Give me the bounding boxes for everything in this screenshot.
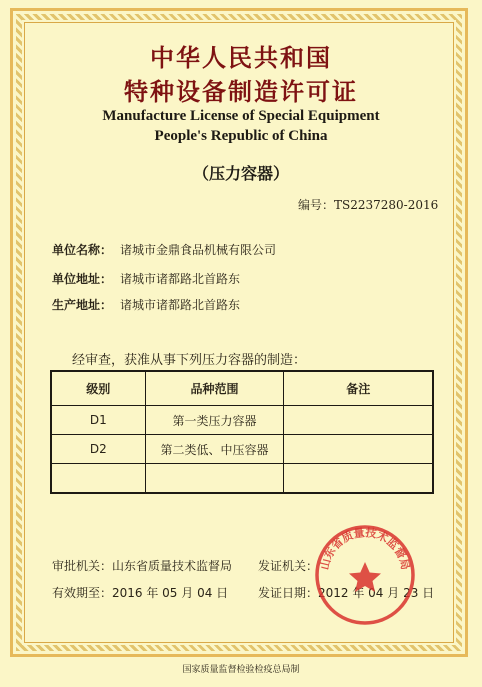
cell-scope: 第一类压力容器 xyxy=(145,406,284,435)
title-cn-line1: 中华人民共和国 xyxy=(150,44,332,72)
header-level: 级别 xyxy=(51,371,145,406)
table-row xyxy=(51,435,433,464)
title-cn-line2: 特种设备制造许可证 xyxy=(124,78,358,106)
production-address-label: 生产地址： xyxy=(52,298,113,312)
cell-remarks xyxy=(284,435,433,464)
valid-until: 有效期至：2016 年 05 月 04 日 xyxy=(52,586,229,600)
cell-empty xyxy=(51,464,145,494)
header-scope: 品种范围 xyxy=(145,371,284,406)
certificate-subtitle: （压力容器） xyxy=(192,164,289,183)
table-row-empty xyxy=(51,464,433,494)
table-header-row xyxy=(51,371,433,406)
issuing-ministry-footer: 国家质量监督检验检疫总局制 xyxy=(182,665,300,675)
company-address-value: 诸城市诸都路北首路东 xyxy=(120,272,241,286)
cell-scope: 第二类低、中压容器 xyxy=(145,435,284,464)
seal-text: 山东省质量技术监督局 xyxy=(317,526,413,572)
cell-empty xyxy=(284,464,433,494)
cell-level: D2 xyxy=(51,435,145,464)
company-name-label: 单位名称： xyxy=(52,243,113,257)
company-address-label: 单位地址： xyxy=(52,272,113,286)
table-row xyxy=(51,406,433,435)
cell-empty xyxy=(145,464,284,494)
official-seal-icon xyxy=(314,524,416,626)
approval-intro: 经审查，获准从事下列压力容器的制造： xyxy=(72,353,307,368)
approving-authority: 审批机关：山东省质量技术监督局 xyxy=(52,559,233,573)
cell-remarks xyxy=(284,406,433,435)
issue-date: 发证日期：2012 年 04 月 23 日 xyxy=(258,586,435,600)
company-name-value: 诸城市金鼎食品机械有限公司 xyxy=(120,243,277,257)
cell-level: D1 xyxy=(51,406,145,435)
production-address-value: 诸城市诸都路北首路东 xyxy=(120,298,241,312)
serial-number: 编号：TS2237280-2016 xyxy=(298,198,439,212)
title-en-line1: Manufacture License of Special Equipment xyxy=(102,108,380,124)
scope-table xyxy=(50,370,434,494)
title-en-line2: People's Republic of China xyxy=(154,128,328,144)
issuing-authority-label: 发证机关： xyxy=(258,559,319,573)
header-remarks: 备注 xyxy=(284,371,433,406)
